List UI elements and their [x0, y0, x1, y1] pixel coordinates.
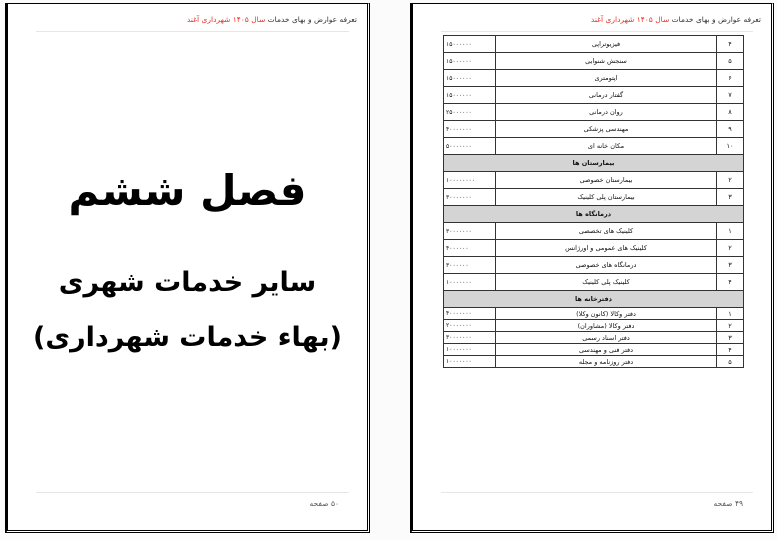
tariff-value: ۱۵۰۰۰۰۰۰ — [444, 36, 496, 53]
row-number: ۱۰ — [717, 138, 744, 155]
row-number: ۴ — [717, 344, 744, 356]
row-number: ۶ — [717, 70, 744, 87]
table-row — [444, 53, 744, 70]
chapter-title: فصل ششم — [68, 166, 307, 215]
service-name: مکان خانه ای — [496, 138, 717, 155]
service-name: کلینیک پلی کلینیک — [496, 274, 717, 291]
tariff-value: ۳۰۰۰۰۰۰۰ — [444, 332, 496, 344]
section-title: دفترخانه ها — [444, 291, 744, 308]
service-name: سنجش شنوایی — [496, 53, 717, 70]
table-row — [444, 274, 744, 291]
tariff-value: ۱۵۰۰۰۰۰۰ — [444, 53, 496, 70]
service-name: بیمارستان پلی کلینیک — [496, 189, 717, 206]
chapter-subtitle: سایر خدمات شهری — [58, 267, 317, 298]
footer-rule — [441, 492, 753, 493]
tariff-value: ۲۵۰۰۰۰۰۰ — [444, 104, 496, 121]
service-name: دفتر فنی و مهندسی — [496, 344, 717, 356]
row-number: ۵ — [717, 53, 744, 70]
table-row — [444, 344, 744, 356]
row-number: ۵ — [717, 356, 744, 368]
service-name: بیمارستان خصوصی — [496, 172, 717, 189]
row-number: ۷ — [717, 87, 744, 104]
section-row — [444, 291, 744, 308]
tariff-value: ۴۰۰۰۰۰۰ — [444, 240, 496, 257]
tariff-value: ۳۰۰۰۰۰۰ — [444, 257, 496, 274]
tariff-value: ۱۵۰۰۰۰۰۰ — [444, 70, 496, 87]
table-row — [444, 70, 744, 87]
table-row — [444, 223, 744, 240]
tariff-value: ۱۰۰۰۰۰۰۰ — [444, 274, 496, 291]
tariff-value: ۵۰۰۰۰۰۰۰ — [444, 138, 496, 155]
footer-rule — [36, 492, 349, 493]
section-title: بیمارستان ها — [444, 155, 744, 172]
service-name: دفتر وکالا (کانون وکلا) — [496, 308, 717, 320]
table-row — [444, 189, 744, 206]
service-name: اپتومتری — [496, 70, 717, 87]
tariff-value: ۱۰۰۰۰۰۰۰۰ — [444, 172, 496, 189]
table-row — [444, 356, 744, 368]
tariff-value: ۴۰۰۰۰۰۰۰ — [444, 308, 496, 320]
row-number: ۹ — [717, 121, 744, 138]
table-row — [444, 104, 744, 121]
page-header — [187, 15, 357, 24]
table-row — [444, 320, 744, 332]
row-number: ۲ — [717, 320, 744, 332]
service-name: گفتار درمانی — [496, 87, 717, 104]
service-name: فیزیوتراپی — [496, 36, 717, 53]
table-row — [444, 257, 744, 274]
row-number: ۴ — [717, 36, 744, 53]
service-name: مهندسی پزشکی — [496, 121, 717, 138]
row-number: ۲ — [717, 172, 744, 189]
service-name: کلینیک های عمومی و اورژانس — [496, 240, 717, 257]
service-name: دفتر روزنامه و مجله — [496, 356, 717, 368]
table-row — [444, 308, 744, 320]
table-row — [444, 36, 744, 53]
row-number: ۴ — [717, 274, 744, 291]
row-number: ۲ — [717, 240, 744, 257]
table-row — [444, 138, 744, 155]
tariff-table — [443, 35, 744, 368]
row-number: ۸ — [717, 104, 744, 121]
tariff-value: ۱۵۰۰۰۰۰۰ — [444, 87, 496, 104]
section-row — [444, 206, 744, 223]
tariff-value: ۴۰۰۰۰۰۰۰ — [444, 121, 496, 138]
tariff-value: ۳۰۰۰۰۰۰۰ — [444, 189, 496, 206]
chapter-subtitle-2: (بهاء خدمات شهرداری) — [33, 322, 342, 353]
section-title: درمانگاه ها — [444, 206, 744, 223]
page-header — [591, 15, 761, 24]
tariff-value: ۱۰۰۰۰۰۰۰ — [444, 356, 496, 368]
service-name: روان درمانی — [496, 104, 717, 121]
service-name: درمانگاه های خصوصی — [496, 257, 717, 274]
tariff-value: ۳۰۰۰۰۰۰۰ — [444, 223, 496, 240]
tariff-value: ۱۰۰۰۰۰۰۰ — [444, 344, 496, 356]
table-row — [444, 172, 744, 189]
page-left — [5, 3, 370, 533]
page-number: ۵۰ صفحه — [309, 499, 339, 508]
section-row — [444, 155, 744, 172]
row-number: ۳ — [717, 332, 744, 344]
table-row — [444, 121, 744, 138]
table-row — [444, 87, 744, 104]
row-number: ۳ — [717, 189, 744, 206]
service-name: کلینیک های تخصصی — [496, 223, 717, 240]
row-number: ۱ — [717, 308, 744, 320]
row-number: ۱ — [717, 223, 744, 240]
header-rule — [441, 31, 753, 32]
table-row — [444, 332, 744, 344]
page-right — [410, 3, 774, 533]
table-row — [444, 240, 744, 257]
service-name: دفتر اسناد رسمی — [496, 332, 717, 344]
header-text: تعرفه عوارض و بهای خدمات سال ۱۴۰۵ شهرداری آغند — [590, 15, 761, 24]
row-number: ۳ — [717, 257, 744, 274]
header-rule — [36, 31, 349, 32]
tariff-value: ۲۰۰۰۰۰۰۰ — [444, 320, 496, 332]
page-number: ۴۹ صفحه — [713, 499, 743, 508]
header-text: تعرفه عوارض و بهای خدمات سال ۱۴۰۵ شهرداری آغند — [186, 15, 357, 24]
service-name: دفتر وکالا (مشاوران) — [496, 320, 717, 332]
